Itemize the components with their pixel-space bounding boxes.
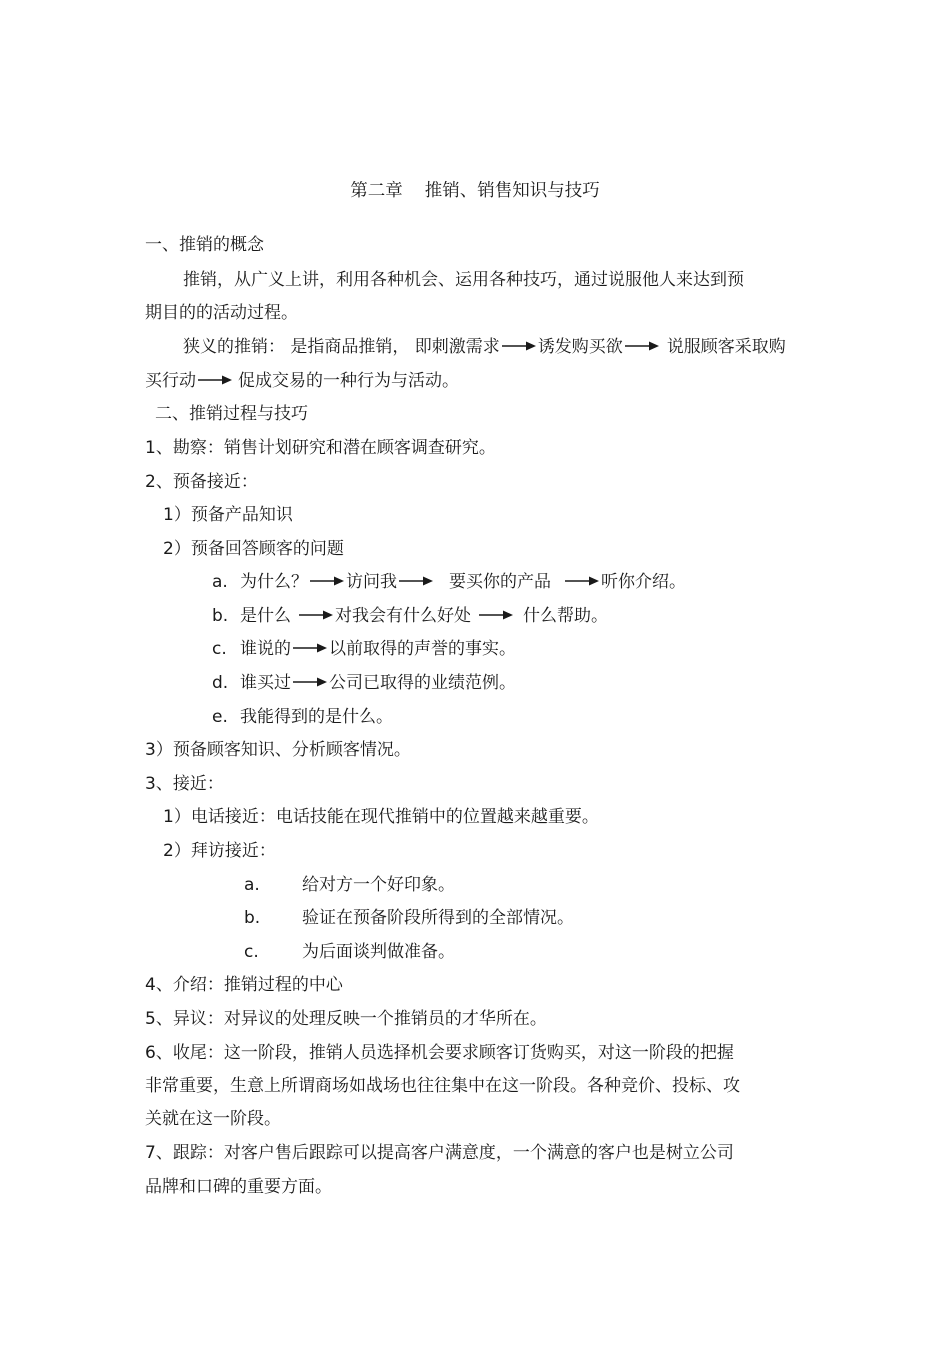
row-label: c. bbox=[244, 942, 259, 962]
row-text: 为后面谈判做准备。 bbox=[302, 942, 455, 962]
row-text: 公司已取得的业绩范例。 bbox=[329, 673, 516, 693]
narrow-text-a: 狭义的推销： 是指商品推销， 即刺激需求 bbox=[183, 337, 500, 357]
section-heading-process: 二、推销过程与技巧 bbox=[155, 404, 308, 424]
row-text: 什么帮助。 bbox=[523, 606, 608, 626]
right-arrow-icon bbox=[299, 609, 333, 621]
section-heading-concept: 一、推销的概念 bbox=[145, 235, 264, 255]
right-arrow-icon bbox=[310, 575, 344, 587]
question-row-b bbox=[212, 605, 608, 627]
narrow-text-c: 说服顾客采取购 bbox=[666, 337, 786, 357]
row-label: a. bbox=[244, 875, 260, 895]
paragraph-broad-line2: 期目的的活动过程。 bbox=[145, 303, 298, 323]
row-label: d. bbox=[212, 673, 229, 693]
paragraph-broad-line1: 推销，从广义上讲，利用各种机会、运用各种技巧，通过说服他人来达到预 bbox=[183, 270, 744, 290]
row-text: 为什么？ bbox=[240, 572, 308, 592]
row-label: b. bbox=[212, 606, 229, 626]
chapter-number: 第二章 bbox=[350, 181, 403, 201]
row-label: e. bbox=[212, 707, 228, 727]
visit-row-a bbox=[244, 874, 455, 896]
list-item-objection: 5、异议：对异议的处理反映一个推销员的才华所在。 bbox=[145, 1009, 547, 1029]
right-arrow-icon bbox=[293, 676, 327, 688]
list-item-survey: 1、勘察：销售计划研究和潜在顾客调查研究。 bbox=[145, 438, 496, 458]
paragraph-narrow-line1 bbox=[183, 336, 786, 358]
right-arrow-icon bbox=[565, 575, 599, 587]
row-label: a. bbox=[212, 572, 228, 592]
visit-row-b bbox=[244, 907, 574, 929]
row-text: 我能得到的是什么。 bbox=[240, 707, 393, 727]
row-text: 谁买过 bbox=[240, 673, 291, 693]
row-text: 验证在预备阶段所得到的全部情况。 bbox=[302, 908, 574, 928]
list-item-closing-line2: 非常重要，生意上所谓商场如战场也往往集中在这一阶段。各种竞价、投标、攻 bbox=[145, 1076, 740, 1096]
question-row-c bbox=[212, 638, 516, 660]
right-arrow-icon bbox=[198, 374, 232, 386]
paragraph-narrow-line2 bbox=[145, 370, 459, 392]
right-arrow-icon bbox=[293, 642, 327, 654]
row-label: c. bbox=[212, 639, 227, 659]
row-text: 听你介绍。 bbox=[601, 572, 686, 592]
sub-item-phone-approach: 1）电话接近：电话技能在现代推销中的位置越来越重要。 bbox=[163, 807, 599, 827]
right-arrow-icon bbox=[625, 340, 659, 352]
list-item-closing-line3: 关就在这一阶段。 bbox=[145, 1109, 281, 1129]
row-text: 以前取得的声誉的事实。 bbox=[329, 639, 516, 659]
question-row-d bbox=[212, 672, 516, 694]
list-item-preparation: 2、预备接近： bbox=[145, 472, 258, 492]
row-text: 谁说的 bbox=[240, 639, 291, 659]
chapter-heading: 推销、销售知识与技巧 bbox=[424, 181, 600, 201]
narrow-text-e: 促成交易的一种行为与活动。 bbox=[238, 371, 459, 391]
row-label: b. bbox=[244, 908, 261, 928]
row-text: 要买你的产品 bbox=[449, 572, 551, 592]
right-arrow-icon bbox=[399, 575, 433, 587]
narrow-text-b: 诱发购买欲 bbox=[537, 337, 623, 357]
row-text: 给对方一个好印象。 bbox=[302, 875, 455, 895]
row-text: 是什么 bbox=[240, 606, 291, 626]
sub-item-visit-approach: 2）拜访接近： bbox=[163, 841, 276, 861]
list-item-closing-line1: 6、收尾：这一阶段，推销人员选择机会要求顾客订货购买，对这一阶段的把握 bbox=[145, 1043, 734, 1063]
question-row-e bbox=[212, 706, 393, 728]
sub-item-answer-questions: 2）预备回答顾客的问题 bbox=[163, 539, 344, 559]
right-arrow-icon bbox=[479, 609, 513, 621]
narrow-text-d: 买行动 bbox=[145, 371, 196, 391]
list-item-introduction: 4、介绍：推销过程的中心 bbox=[145, 975, 343, 995]
sub-item-product-knowledge: 1）预备产品知识 bbox=[163, 505, 293, 525]
list-item-followup-line1: 7、跟踪：对客户售后跟踪可以提高客户满意度，一个满意的客户也是树立公司 bbox=[145, 1143, 734, 1163]
list-item-approach: 3、接近： bbox=[145, 774, 224, 794]
sub-item-customer-knowledge: 3）预备顾客知识、分析顾客情况。 bbox=[145, 740, 411, 760]
list-item-followup-line2: 品牌和口碑的重要方面。 bbox=[145, 1177, 332, 1197]
right-arrow-icon bbox=[502, 340, 536, 352]
row-text: 对我会有什么好处 bbox=[335, 606, 471, 626]
page-title bbox=[0, 180, 950, 202]
visit-row-c bbox=[244, 941, 455, 963]
row-text: 访问我 bbox=[346, 572, 397, 592]
question-row-a bbox=[212, 571, 686, 593]
